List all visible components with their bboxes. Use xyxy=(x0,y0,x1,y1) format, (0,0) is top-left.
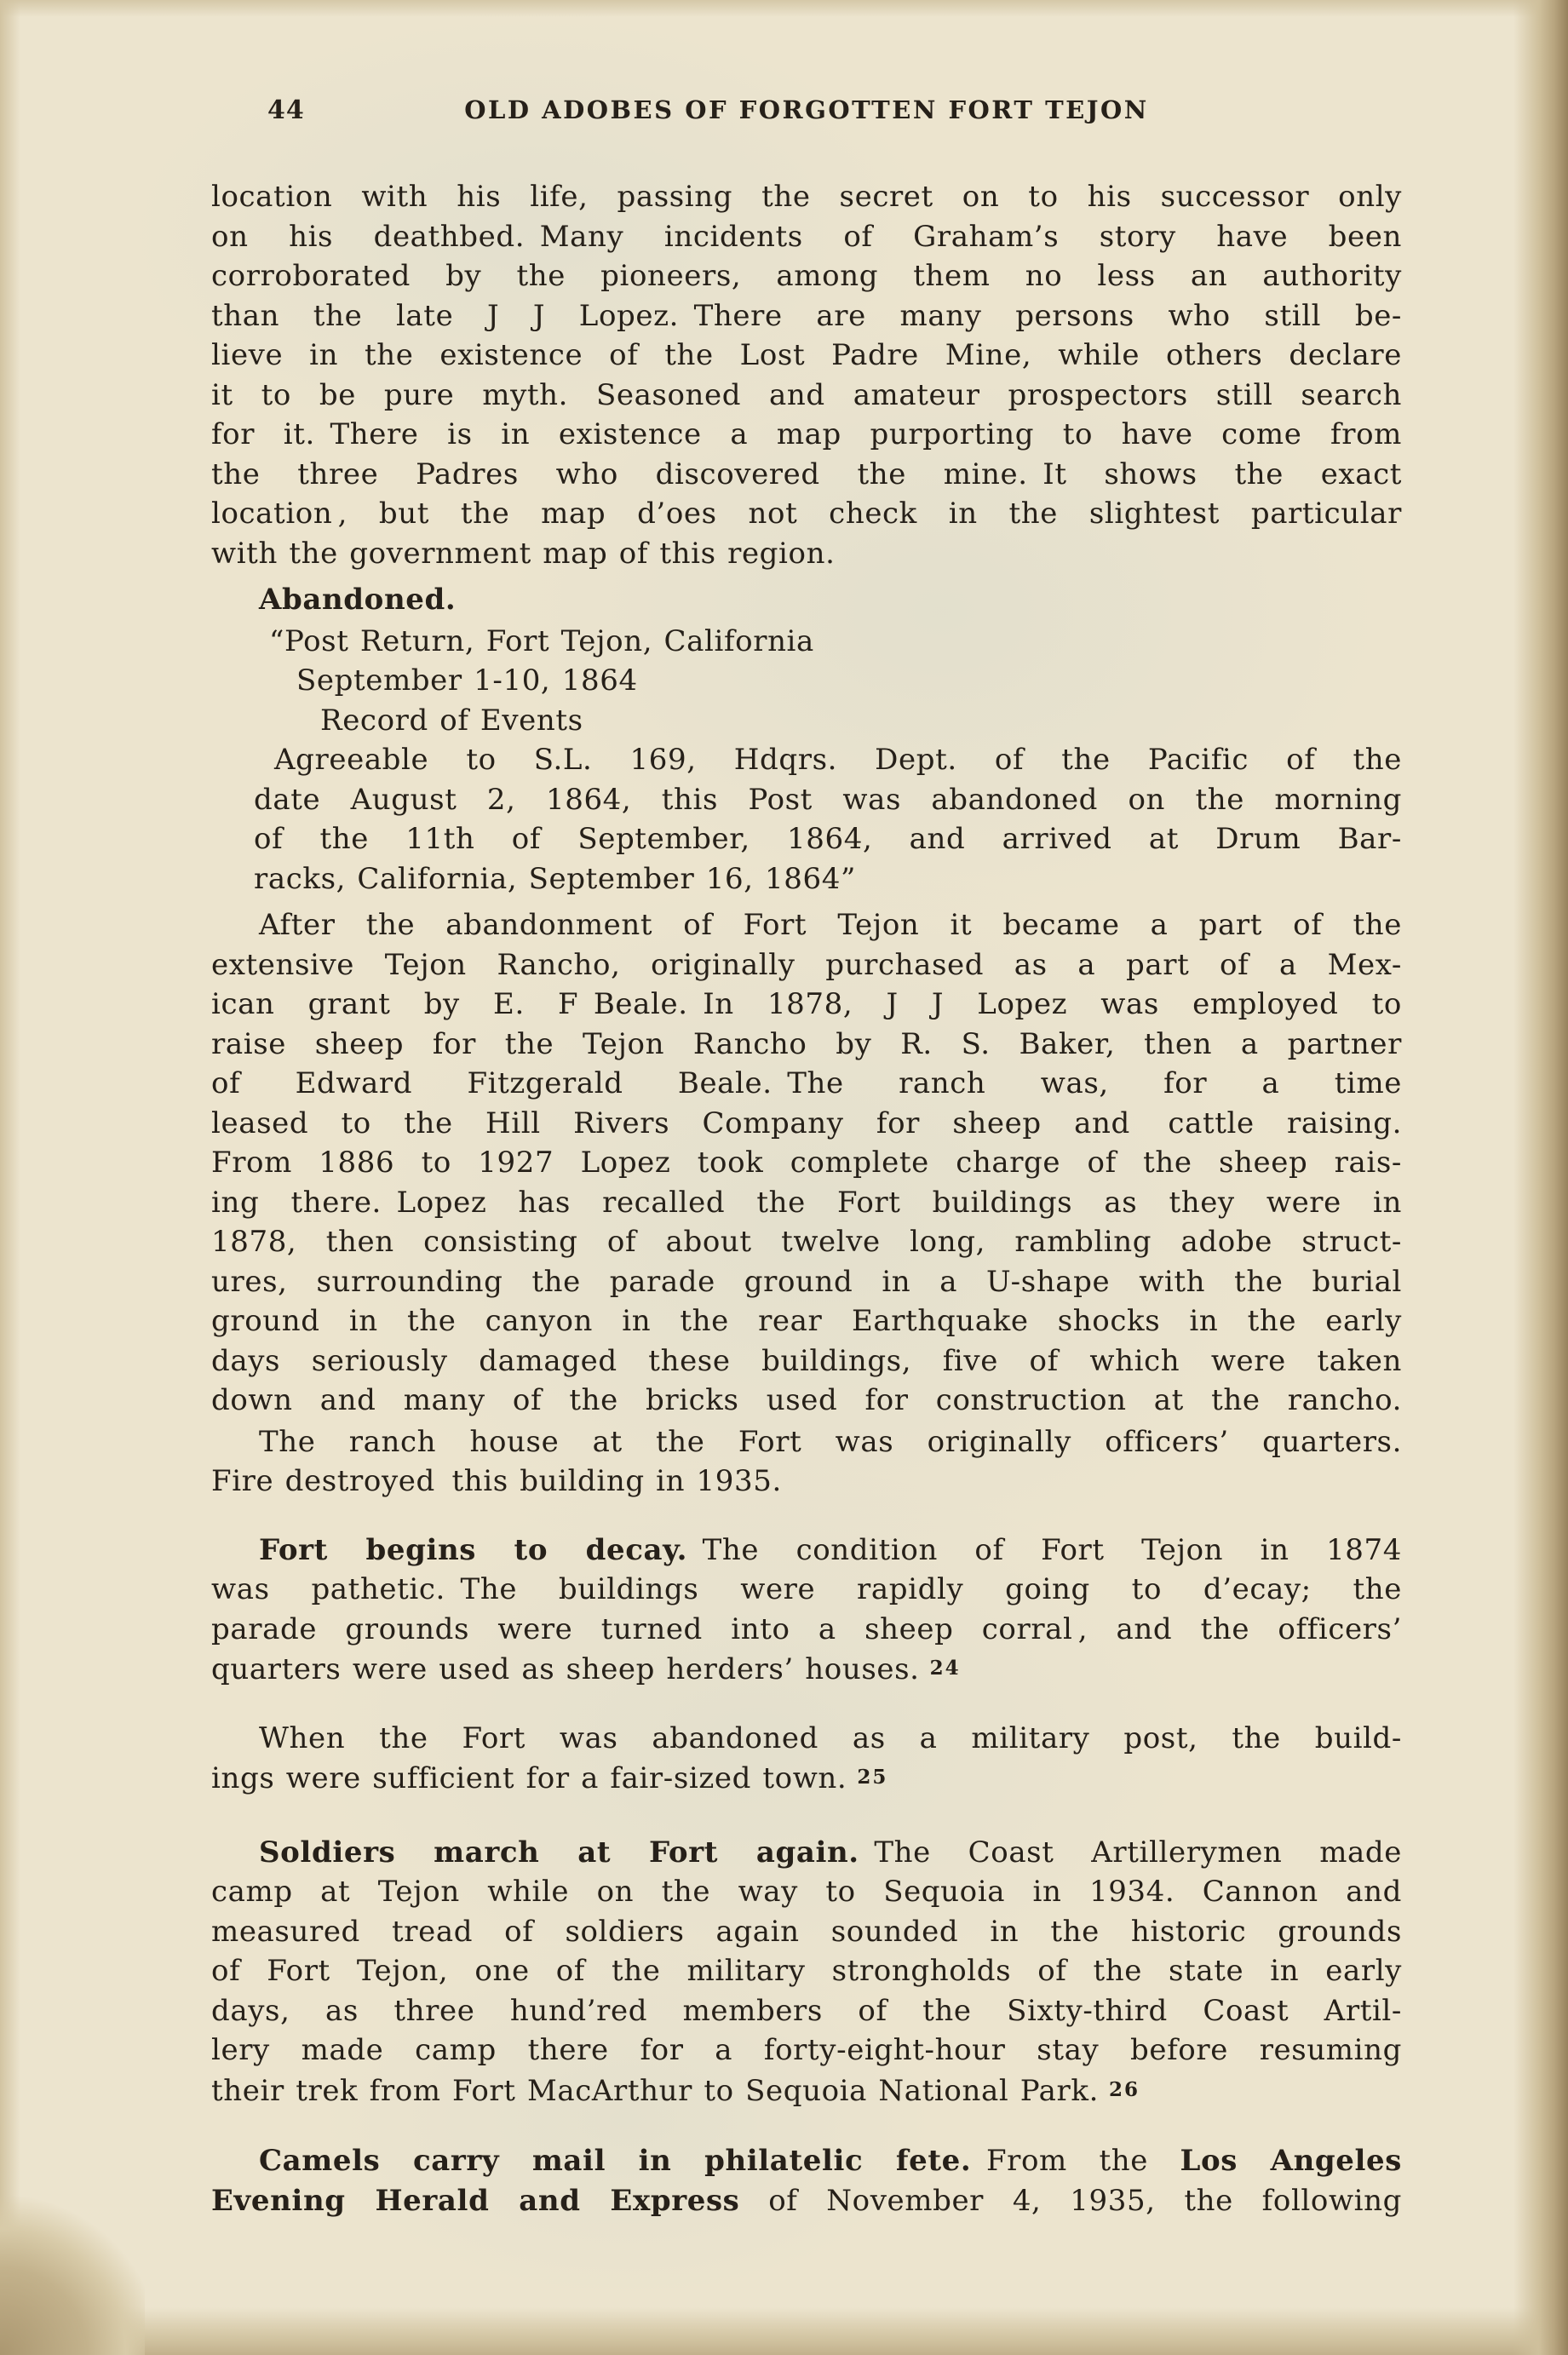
text-line: raise sheep for the Tejon Rancho by R. S. Baker, then a partner xyxy=(211,1026,1402,1061)
text-line: than the late J J Lopez. There are many persons who still be- xyxy=(211,298,1402,333)
text-line: ures, surrounding the parade ground in a U-shape with the burial xyxy=(211,1264,1402,1299)
paragraph-after-abandonment xyxy=(211,905,1402,1421)
text-block xyxy=(211,177,1402,2220)
footnote-reference: 24 xyxy=(929,1657,961,1680)
paragraph-fair-sized-town xyxy=(211,1719,1402,1799)
text-line: their trek from Fort MacArthur to Sequoia National Park. $^{26}$ xyxy=(211,2073,1140,2108)
footnote-reference: 26 xyxy=(1109,2077,1140,2101)
text-line: down and many of the bricks used for construction at the rancho. xyxy=(211,1383,1402,1417)
paragraph-fort-begins-to-decay xyxy=(211,1531,1402,1690)
text-line: From 1886 to 1927 Lopez took complete charge of the sheep rais- xyxy=(211,1146,1402,1180)
text-line: Agreeable to S.L. 169, Hdqrs. Dept. of the Pacific of the xyxy=(274,743,1402,777)
paragraph-soldiers-march xyxy=(211,1833,1402,2111)
text-line: days seriously damaged these buildings, five of which were taken xyxy=(211,1343,1402,1378)
text-line: ing there. Lopez has recalled the Fort buildings as they were in xyxy=(211,1185,1402,1220)
text-line: ican grant by E. F Beale. In 1878, J J Lopez was employed to xyxy=(211,987,1402,1021)
text-line: measured tread of soldiers again sounded in the historic grounds xyxy=(211,1914,1402,1949)
text-line: quarters were used as sheep herders’ houses. $^{24}$ xyxy=(211,1652,961,1686)
footnote-reference: 25 xyxy=(857,1766,888,1789)
text-line: Evening Herald and Express of November 4, 1935, the following xyxy=(211,2183,1402,2218)
running-title: OLD ADOBES OF FORGOTTEN FORT TEJON xyxy=(464,95,1149,124)
text-line: Record of Events xyxy=(320,703,583,738)
text-line: After the abandonment of Fort Tejon it became a part of the xyxy=(259,908,1402,942)
text-line: of Fort Tejon, one of the military strongholds of the state in early xyxy=(211,1954,1402,1988)
text-line: 1878, then consisting of about twelve long, rambling adobe struct- xyxy=(211,1225,1402,1259)
text-line: The ranch house at the Fort was originally officers’ quarters. xyxy=(259,1424,1402,1459)
text-line: September 1-10, 1864 xyxy=(296,663,638,698)
page-number: 44 xyxy=(267,95,305,125)
blockquote-post-return xyxy=(211,622,1402,899)
text-line: date August 2, 1864, this Post was abandoned on the morning xyxy=(254,782,1402,817)
page-header xyxy=(211,95,1402,138)
paragraph-ranch-house xyxy=(211,1422,1402,1502)
text-line: Camels carry mail in philatelic fete. From the Los Angeles xyxy=(259,2144,1403,2178)
paragraph-camels-carry-mail xyxy=(211,2141,1402,2220)
text-line: for it. There is in existence a map purporting to have come from xyxy=(211,417,1402,451)
text-line: of Edward Fitzgerald Beale. The ranch was, for a time xyxy=(211,1066,1402,1100)
text-line: leased to the Hill Rivers Company for sheep and cattle raising. xyxy=(211,1106,1402,1140)
text-line: days, as three hund’red members of the Sixty-third Coast Artil- xyxy=(211,1993,1402,2028)
text-line: of the 11th of September, 1864, and arrived at Drum Bar- xyxy=(254,822,1402,856)
text-line: When the Fort was abandoned as a military post, the build- xyxy=(259,1720,1402,1755)
text-line: Fire destroyed this building in 1935. xyxy=(211,1464,782,1498)
text-line: racks, California, September 16, 1864” xyxy=(254,861,856,896)
text-line: Abandoned. xyxy=(259,583,457,617)
text-line: it to be pure myth. Seasoned and amateur prospectors still search xyxy=(211,377,1402,412)
text-line: “Post Return, Fort Tejon, California xyxy=(269,623,814,658)
text-line: was pathetic. The buildings were rapidly going to d’ecay; the xyxy=(211,1572,1402,1606)
text-line: location with his life, passing the secret on to his successor only xyxy=(211,180,1402,214)
text-line: on his deathbed. Many incidents of Graham’s story have been xyxy=(211,219,1402,254)
text-line: Fort begins to decay. The condition of Fort Tejon in 1874 xyxy=(259,1532,1402,1567)
paragraph-lost-padre-mine xyxy=(211,177,1402,573)
text-line: Soldiers march at Fort again. The Coast Artillerymen made xyxy=(259,1835,1402,1870)
text-line: extensive Tejon Rancho, originally purchased as a part of a Mex- xyxy=(211,947,1402,982)
text-line: lery made camp there for a forty-eight-hour stay before resuming xyxy=(211,2033,1402,2067)
text-line: location , but the map d’oes not check in the slightest particular xyxy=(211,497,1402,531)
text-line: corroborated by the pioneers, among them no less an authority xyxy=(211,259,1402,293)
text-line: lieve in the existence of the Lost Padre Mine, while others declare xyxy=(211,338,1402,372)
text-line: the three Padres who discovered the mine. It shows the exact xyxy=(211,457,1402,491)
text-line: with the government map of this region. xyxy=(211,536,836,571)
text-line: ings were sufficient for a fair-sized town. $^{25}$ xyxy=(211,1761,888,1795)
text-line: parade grounds were turned into a sheep corral , and the officers’ xyxy=(211,1611,1402,1646)
text-line: ground in the canyon in the rear Earthquake shocks in the early xyxy=(211,1304,1402,1338)
text-line: camp at Tejon while on the way to Sequoia in 1934. Cannon and xyxy=(211,1875,1402,1909)
heading-abandoned xyxy=(211,580,1402,620)
